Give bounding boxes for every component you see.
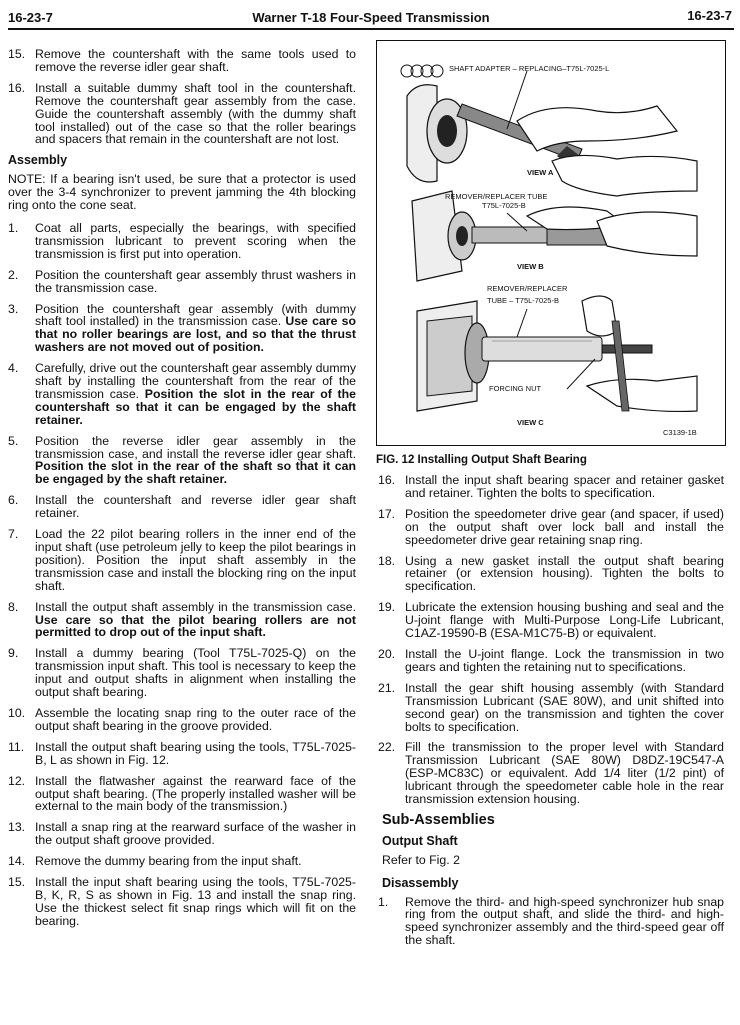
step-number: 12. [8, 773, 26, 788]
step-number: 2. [8, 267, 19, 282]
removal-steps-list [8, 48, 356, 146]
step-number: 14. [8, 854, 26, 869]
figure-12 [376, 40, 726, 446]
page-title: Warner T-18 Four-Speed Transmission [252, 10, 490, 25]
disassembly-steps-list [378, 896, 724, 948]
step-item [378, 474, 724, 500]
step-text: Install a suitable dummy shaft tool in the countershaft. Remove the countershaft gear assembly from the case. Guide the countershaft assembly (with the dummy shaft tool installed) out of the case so that the roller bearings and spacers that remain in the countershaft are not lost. [35, 80, 356, 147]
step-text: Coat all parts, especially the bearings, with specified transmission lubricant to prevent scoring when the transmission is first put into operation. [35, 220, 356, 261]
step-text: Position the speedometer drive gear (and spacer, if used) on the output shaft over lock ball and install the speedometer drive gear retaining snap ring. [405, 506, 724, 547]
step-text: Install the input shaft bearing spacer and retainer gasket and retainer. Tighten the bolts to specification. [405, 473, 724, 500]
step-number: 5. [8, 433, 19, 448]
step-number: 6. [8, 493, 19, 508]
view-c-tool-label-2: TUBE – T75L-7025-B [487, 296, 559, 305]
view-a-label: VIEW A [527, 168, 554, 177]
step-text: Install the gear shift housing assembly (with Standard Transmission Lubricant (SAE 80W), and unit shifted into second gear) on the transmission and tighten the cover bolts to specification. [405, 680, 724, 734]
step-number: 1. [378, 894, 389, 909]
step-text: Position the countershaft gear assembly thrust washers in the transmission case. [35, 267, 356, 295]
step-number: 11. [8, 739, 25, 754]
step-text: Install the output shaft assembly in the transmission case. Use care so that the pilot bearing rollers are not permitted to drop out of the input shaft. [35, 599, 356, 640]
step-text: Install the countershaft and reverse idler gear shaft retainer. [35, 493, 356, 521]
step-text: Install the output shaft bearing using the tools, T75L-7025-B, L as shown in Fig. 12. [35, 739, 356, 767]
step-text: Assemble the locating snap ring to the outer race of the output shaft bearing in the groove provided. [35, 705, 356, 733]
step-item [378, 741, 724, 806]
step-number: 21. [378, 680, 396, 695]
step-text: Install a dummy bearing (Tool T75L-7025-Q) on the transmission input shaft. This tool is necessary to keep the input and output shafts in alignment when installing the output shaft bearing. [35, 646, 356, 700]
step-item [8, 855, 356, 868]
output-shaft-reference: Refer to Fig. 2 [382, 852, 460, 867]
view-b-tool-label-2: T75L-7025-B [482, 201, 526, 210]
page-number-left: 16-23-7 [8, 10, 53, 25]
figure-code: C3139-1B [663, 428, 697, 437]
step-item [8, 494, 356, 520]
view-c-drawing [417, 296, 697, 411]
installation-illustration [377, 41, 725, 445]
right-steps-list [378, 474, 724, 806]
figure-caption: FIG. 12 Installing Output Shaft Bearing [376, 454, 587, 466]
step-item [8, 362, 356, 427]
step-text: Install a snap ring at the rearward surface of the washer in the output shaft groove provided. [35, 820, 356, 848]
step-item [8, 435, 356, 487]
step-number: 22. [378, 740, 396, 755]
step-number: 3. [8, 301, 19, 316]
step-text: Remove the dummy bearing from the input shaft. [35, 854, 302, 869]
step-number: 13. [8, 820, 26, 835]
view-b-label: VIEW B [517, 262, 544, 271]
step-number: 10. [8, 705, 26, 720]
view-c-tool-label-1: REMOVER/REPLACER [487, 284, 568, 293]
step-item [378, 555, 724, 594]
step-number: 8. [8, 599, 19, 614]
step-number: 16. [8, 80, 26, 95]
step-text: Fill the transmission to the proper level with Standard Transmission Lubricant (SAE 80W) D8DZ-19C547-A (ESP-MC83C) or equivalent. Add 1/4 liter (1/2 pint) of lubricant through the speedometer cable hole in the rear transmission extension housing. [405, 740, 724, 807]
step-text: Load the 22 pilot bearing rollers in the inner end of the input shaft (use petroleum jelly to keep the pilot bearings in position). Position the input shaft assembly in the transmission case and install the blocking ring on the input shaft. [35, 527, 356, 593]
assembly-heading: Assembly [8, 153, 68, 168]
step-number: 16. [378, 473, 396, 487]
step-number: 18. [378, 553, 396, 568]
forcing-nut-label: FORCING NUT [489, 384, 542, 393]
step-item [378, 648, 724, 674]
step-item [8, 707, 356, 733]
step-text: Install the U-joint flange. Lock the transmission in two gears and tighten the retaining nut to specifications. [405, 646, 724, 674]
step-text: Position the reverse idler gear assembly in the transmission case, and install the reverse idler gear shaft. Position the slot in the rear of the shaft so that it can be engaged by the shaft retainer. [35, 433, 356, 487]
step-text: Install the input shaft bearing using the tools, T75L-7025-B, K, R, S as shown in Fig. 13 and install the snap ring. Use the thickest select fit snap rings which will fit on the bearing. [35, 875, 356, 928]
view-b-tool-label-1: REMOVER/REPLACER TUBE [445, 192, 548, 201]
step-number: 7. [8, 527, 19, 542]
step-text: Remove the third- and high-speed synchronizer hub snap ring from the output shaft, and slide the third- and high-speed synchronizer assembly and the third-speed gear off the shaft. [405, 894, 724, 948]
output-shaft-heading: Output Shaft [382, 833, 458, 848]
step-item [8, 876, 356, 928]
subassemblies-heading: Sub-Assemblies [382, 811, 495, 828]
step-text: Install the flatwasher against the rearward face of the output shaft bearing. (The properly installed washer will be external to the main body of the transmission.) [35, 773, 356, 814]
step-text: Carefully, drive out the countershaft gear assembly dummy shaft by installing the countershaft from the rear of the transmission case. Position the slot in the rear of the countershaft so that it can be engaged by the shaft retainer. [35, 361, 356, 427]
assembly-note: NOTE: If a bearing isn't used, be sure that a protector is used over the 3-4 synchronizer to prevent jamming the 4th blocking ring onto the cone seat. [8, 172, 356, 213]
step-item [8, 222, 356, 261]
step-number: 17. [378, 506, 396, 521]
step-item [8, 269, 356, 295]
step-number: 1. [8, 220, 19, 235]
step-number: 19. [378, 600, 396, 615]
view-b-drawing [412, 191, 697, 281]
step-item [8, 741, 356, 767]
step-number: 4. [8, 361, 19, 376]
step-text: Lubricate the extension housing bushing and seal and the U-joint flange with Multi-Purpose Long-Life Lubricant, C1AZ-19590-B (ESA-M1C75-B) or equivalent. [405, 600, 724, 641]
step-number: 20. [378, 646, 396, 661]
step-item [378, 601, 724, 640]
step-text: Position the countershaft gear assembly (with dummy shaft tool installed) in the transmission case. Use care so that no roller bearings are lost, and so that the thrust washers are not moved out of position. [35, 301, 356, 355]
step-item [378, 896, 724, 948]
disassembly-heading: Disassembly [382, 875, 459, 890]
step-item [8, 775, 356, 814]
page-number-right: 16-23-7 [687, 8, 732, 23]
step-text: Remove the countershaft with the same tools used to remove the reverse idler gear shaft. [35, 47, 356, 74]
step-item [378, 508, 724, 547]
step-item [8, 48, 356, 74]
step-text: Using a new gasket install the output shaft bearing retainer (or extension housing). Tighten the bolts to specification. [405, 553, 724, 594]
step-item [8, 82, 356, 147]
view-a-tool-label: SHAFT ADAPTER – REPLACING–T75L-7025-L [449, 64, 610, 73]
page-header [8, 6, 734, 30]
step-item [8, 647, 356, 699]
step-item [378, 682, 724, 734]
assembly-steps-list [8, 222, 356, 928]
step-item [8, 303, 356, 355]
view-c-label: VIEW C [517, 418, 544, 427]
left-column [8, 48, 356, 936]
step-item [8, 601, 356, 640]
step-number: 9. [8, 646, 19, 661]
step-item [8, 528, 356, 593]
right-column [378, 474, 724, 955]
step-number: 15. [8, 875, 26, 890]
step-item [8, 821, 356, 847]
step-number: 15. [8, 47, 26, 61]
